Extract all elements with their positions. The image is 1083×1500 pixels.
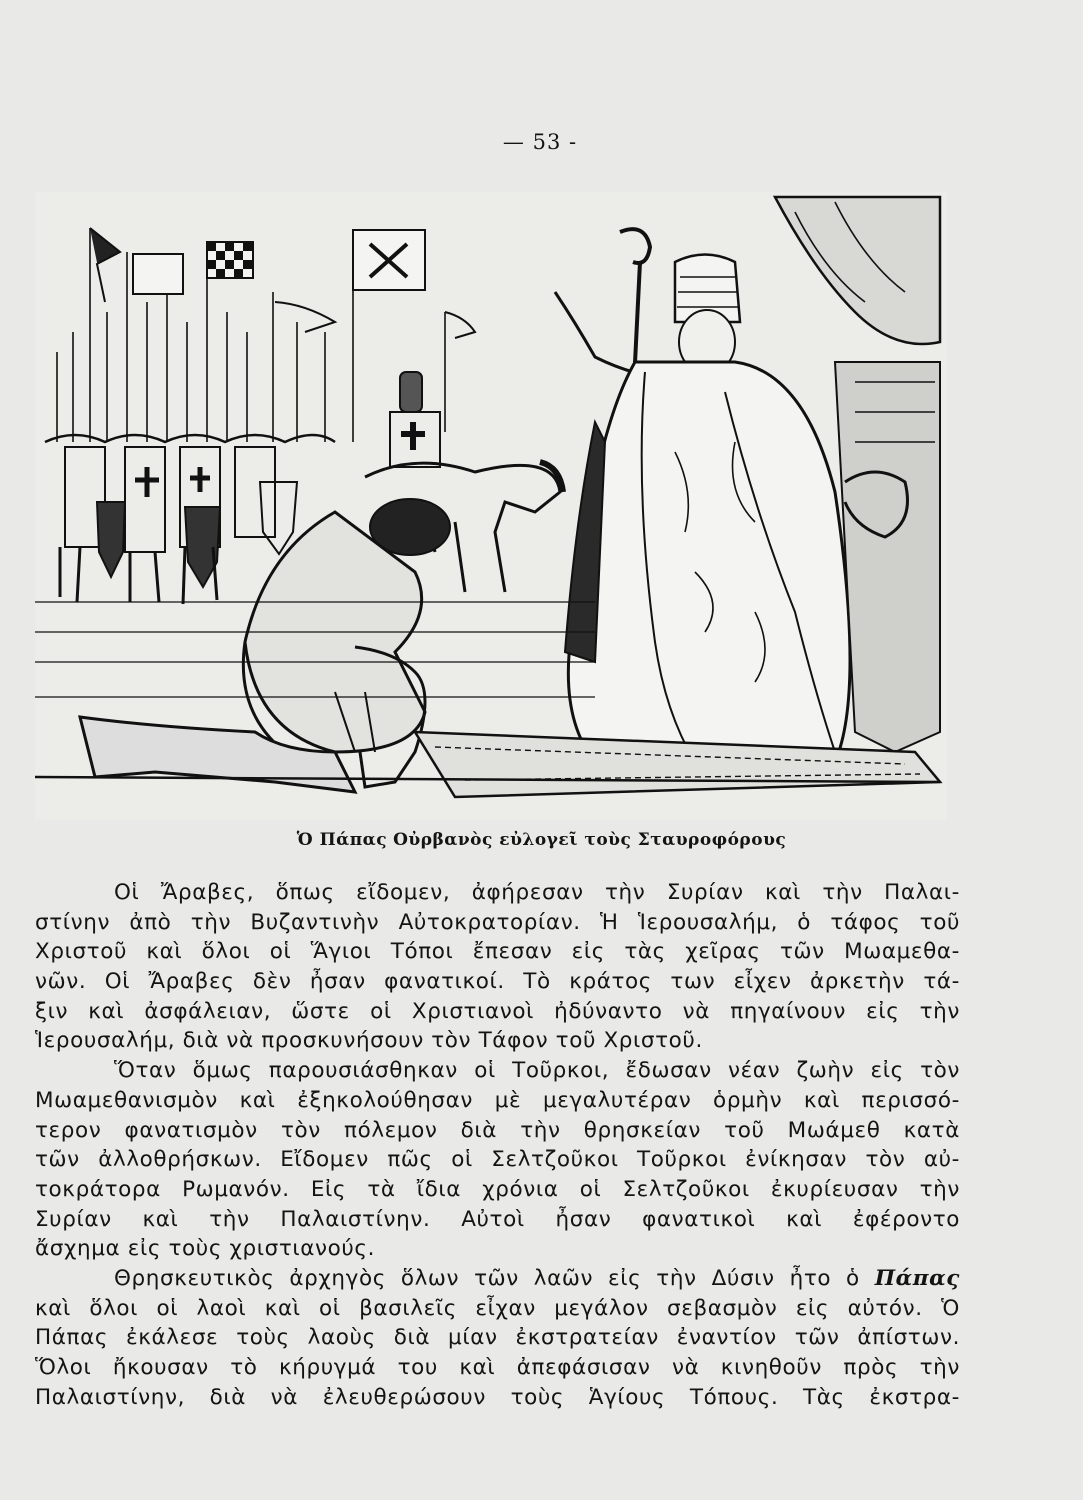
text-line: Παλαιστίνην, διὰ νὰ ἐλευθερώσουν τοὺς Ἁγίους Τόπους. Τὰς ἐκστρα- — [35, 1384, 960, 1410]
text-line: Ὅταν ὅμως παρουσιάσθηκαν οἱ Τοῦρκοι, ἔδωσαν νέαν ζωὴν εἰς τὸν — [114, 1058, 960, 1084]
paragraph-turks — [35, 1056, 960, 1264]
engraving-drawing — [35, 192, 947, 820]
text-line: τερον φανατισμὸν τὸν πόλεμον διὰ τὴν θρησκείαν τοῦ Μωάμεθ κατὰ — [35, 1117, 960, 1143]
text-line: Ἱερουσαλήμ, διὰ νὰ προσκυνήσουν τὸν Τάφον τοῦ Χριστοῦ. — [35, 1028, 703, 1054]
paragraph-pope — [35, 1264, 960, 1412]
text-line: Χριστοῦ καὶ ὅλοι οἱ Ἅγιοι Τόποι ἔπεσαν εἰς τὰς χεῖρας τῶν Μωαμεθα- — [35, 939, 960, 965]
text-line: Ὅλοι ἤκουσαν τὸ κήρυγμά του καὶ ἀπεφάσισαν νὰ κινηθοῦν πρὸς τὴν — [35, 1355, 960, 1380]
text-line: ξιν καὶ ἀσφάλειαν, ὥστε οἱ Χριστιανοὶ ἠδύναντο νὰ πηγαίνουν εἰς τὴν — [35, 998, 960, 1024]
crusaders-blessing-illustration — [35, 192, 947, 820]
text-line: ἄσχημα εἰς τοὺς χριστιανούς. — [35, 1236, 376, 1262]
page-number: — 53 - — [502, 130, 578, 154]
kneeling-crusader — [80, 499, 450, 792]
text-line: Συρίαν καὶ τὴν Παλαιστίνην. Αὐτοὶ ἦσαν φανατικοὶ καὶ ἐφέροντο — [35, 1206, 960, 1232]
text-span: Θρησκευτικὸς ἀρχηγὸς ὅλων τῶν λαῶν εἰς τὴν Δύσιν ἦτο ὁ — [114, 1265, 860, 1291]
paragraph-arabs — [35, 878, 960, 1056]
caption-prefix: Ὁ Πάπας — [296, 830, 388, 850]
emphasized-word: Πάπας — [874, 1265, 960, 1291]
banner-black — [90, 228, 120, 302]
text-line: Πάπας ἐκάλεσε τοὺς λαοὺς διὰ μίαν ἐκστρατείαν ἐναντίον τῶν ἀπίστων. — [35, 1325, 960, 1351]
text-line: Μωαμεθανισμὸν καὶ ἐξηκολούθησαν μὲ μεγαλυτέραν ὁρμὴν καὶ περισσό- — [35, 1087, 960, 1113]
text-line: νῶν. Οἱ Ἄραβες δὲν ἦσαν φανατικοί. Τὸ κράτος των εἶχεν ἀρκετὴν τά- — [35, 969, 960, 995]
banner-lion — [133, 254, 183, 294]
text-line: τοκράτορα Ρωμανόν. Εἰς τὰ ἴδια χρόνια οἱ Σελτζοῦκοι ἐκυρίευσαν τὴν — [35, 1176, 960, 1202]
illustration-caption — [0, 830, 1083, 850]
text-line: τῶν ἀλλοθρήσκων. Εἴδομεν πῶς οἱ Σελτζοῦκοι Τοῦρκοι ἐνίκησαν τὸν αὐ- — [35, 1147, 960, 1173]
text-line — [35, 1264, 960, 1294]
text-line: Οἱ Ἄραβες, ὅπως εἴδομεν, ἀφήρεσαν τὴν Συρίαν καὶ τὴν Παλαι- — [114, 880, 960, 905]
pope-urban — [555, 229, 850, 767]
body-text — [35, 878, 960, 1412]
text-line: καὶ ὅλοι οἱ λαοὶ καὶ οἱ βασιλεῖς εἶχαν μεγάλον σεβασμὸν εἰς αὐτόν. Ὁ — [35, 1295, 960, 1321]
text-line: στίνην ἀπὸ τὴν Βυζαντινὴν Αὐτοκρατορίαν. Ἡ Ἱερουσαλήμ, ὁ τάφος τοῦ — [35, 909, 960, 935]
caption-text: Οὐρβανὸς εὐλογεῖ τοὺς Σταυροφόρους — [393, 830, 787, 850]
